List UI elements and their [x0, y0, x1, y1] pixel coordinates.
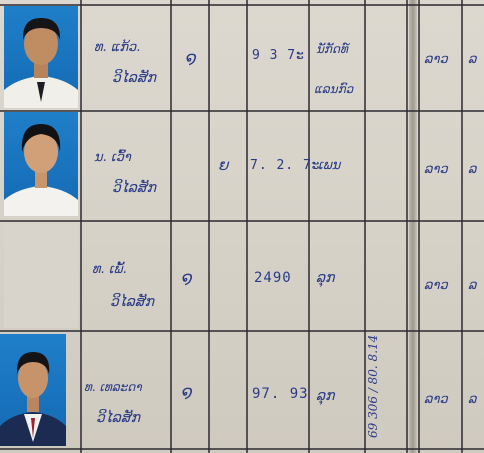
name-line-1: ທ. ເທລະດາ: [84, 380, 142, 394]
portrait-photo-boy: [4, 6, 78, 108]
person-silhouette-icon: [4, 112, 78, 216]
occupation-line-1: ເພນ: [318, 158, 341, 173]
grid-line: [418, 0, 420, 453]
last-column: ລ: [468, 392, 477, 407]
name-line-1: ທ. ເພັ້.: [92, 262, 127, 277]
nationality: ລາວ: [424, 392, 448, 407]
last-column: ລ: [468, 162, 477, 177]
grid-line: [246, 0, 248, 453]
birth-year: 7. 2. 7ະ: [250, 158, 321, 173]
nationality: ລາວ: [424, 52, 448, 67]
grid-line: [461, 0, 463, 453]
side-note: 69 306 / 80. 8.14: [366, 334, 380, 438]
person-silhouette-icon: [4, 6, 78, 108]
grid-line: [80, 0, 82, 453]
gender-mark: ໑: [180, 268, 192, 289]
birth-year: 9 3 7ະ: [252, 48, 305, 63]
name-line-2: ວິໄລສັກ: [112, 70, 157, 86]
empty-photo-slot: [4, 222, 78, 328]
grid-line: [170, 0, 172, 453]
occupation-line-2: ແລນກົວ: [314, 82, 354, 96]
gender-mark: ໑: [180, 382, 192, 403]
birth-year: 2490: [254, 270, 292, 286]
name-line-1: ນ. ເວົ້າ: [94, 150, 131, 165]
name-line-2: ວິໄລສັກ: [112, 180, 157, 196]
nationality: ລາວ: [424, 162, 448, 177]
person-silhouette-icon: [0, 334, 66, 446]
last-column: ລ: [468, 52, 477, 67]
grid-line: [208, 0, 210, 453]
page-gutter: [409, 0, 417, 453]
portrait-photo-girl: [4, 112, 78, 216]
occupation-line-1: ນັກັດທ໌: [316, 42, 348, 56]
occupation-line-1: ລຸກ: [316, 388, 335, 404]
nationality: ລາວ: [424, 278, 448, 293]
portrait-photo-man: [0, 334, 66, 446]
grid-line: [0, 330, 484, 332]
grid-line: [0, 448, 484, 450]
last-column: ລ: [468, 278, 477, 293]
grid-line: [406, 0, 408, 453]
name-line-1: ທ. ແກ້ວ.: [94, 40, 141, 55]
gender-mark: ໑: [184, 48, 196, 69]
gender-mark: ຍ: [218, 156, 229, 174]
occupation-line-1: ລຸກ: [316, 270, 335, 286]
name-line-2: ວິໄລສັກ: [110, 294, 155, 310]
name-line-2: ວິໄລສັກ: [96, 410, 141, 426]
birth-year: 97. 93: [252, 386, 309, 402]
